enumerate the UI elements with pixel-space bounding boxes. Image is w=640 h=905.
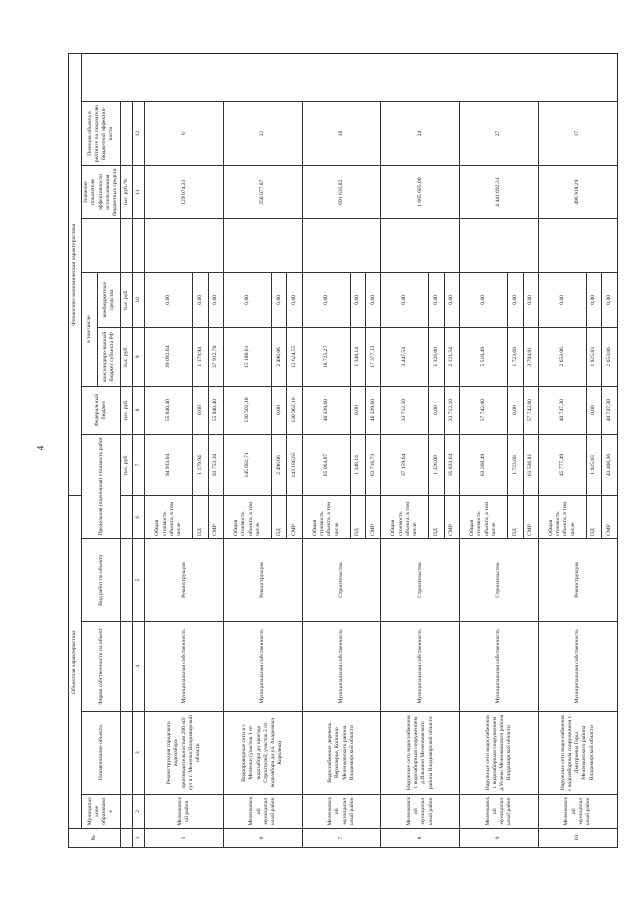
empty-cell xyxy=(460,219,539,272)
sub-label-smr: СМР xyxy=(444,496,459,539)
federal-cell: 40 747,30 xyxy=(538,386,586,434)
rotated-sheet xyxy=(68,53,612,848)
federal-cell: 46 339,60 xyxy=(366,386,381,434)
indicator-cell: 129 074,31 xyxy=(145,166,224,219)
col-index: 7 xyxy=(133,434,145,496)
offbudget-cell: 0,00 xyxy=(538,272,586,327)
header-consolidated: консолидиро-ванный бюджет субъекта РФ xyxy=(97,328,120,387)
municipality-cell: Меленковский муниципальный район xyxy=(538,794,617,828)
header-incl: в том числе xyxy=(82,272,98,386)
offbudget-cell: 0,00 xyxy=(366,272,381,327)
table-row xyxy=(145,54,193,848)
work-type-cell: Строительство xyxy=(460,539,539,622)
indicator-cell: 258 077,87 xyxy=(224,166,303,219)
federal-cell: 0,00 xyxy=(193,386,208,434)
cost-cell: 2 496,06 xyxy=(272,434,287,496)
offbudget-cell: 0,00 xyxy=(224,272,272,327)
consolidated-cell: 3 447,54 xyxy=(381,328,429,387)
consolidated-cell: 17 377,13 xyxy=(366,328,381,387)
rank-cell: 27 xyxy=(460,102,539,166)
rank-cell: 6 xyxy=(145,102,224,166)
sub-label-pd: ПД xyxy=(429,496,444,539)
object-name-cell: Водоснабжение деревень Верхозерье, Копнино Меленковского района Владимирской области xyxy=(302,711,381,794)
group-header-row xyxy=(69,54,82,848)
header-object-group: Объектная характеристика xyxy=(69,496,82,828)
rank-cell: 24 xyxy=(381,102,460,166)
object-name-cell: Реконструкция городского водозабора производительностью 200 м3/сут в г. Меленки Владимирской области xyxy=(145,711,224,794)
work-type-cell: Строительство xyxy=(381,539,460,622)
offbudget-cell: 0,00 xyxy=(350,272,365,327)
consolidated-cell: 37 912,70 xyxy=(208,328,223,387)
header-object-name: Наименование объекта xyxy=(82,711,121,794)
header-finance-group: Финансово-экономическая характеристика xyxy=(69,54,82,496)
cost-cell: 1 925,83 xyxy=(586,434,601,496)
unit-federal: тыс. руб. xyxy=(121,386,133,434)
cost-cell: 61 536,81 xyxy=(523,434,538,496)
sub-label-total: Общая стоимость объекта, в том числе xyxy=(460,496,508,539)
federal-cell: 57 742,00 xyxy=(460,386,508,434)
row-number: 7 xyxy=(302,828,381,847)
column-index-row xyxy=(133,54,145,848)
federal-cell: 40 747,30 xyxy=(602,386,618,434)
offbudget-cell: 0,00 xyxy=(208,272,223,327)
column-header-row xyxy=(82,54,98,848)
work-type-cell: Реконструкция xyxy=(538,539,617,622)
sub-label-total: Общая стоимость объекта, в том числе xyxy=(538,496,586,539)
cost-cell: 63 260,49 xyxy=(460,434,508,496)
offbudget-cell: 0,00 xyxy=(193,272,208,327)
col-index: 9 xyxy=(133,328,145,387)
cost-cell: 65 064,87 xyxy=(302,434,350,496)
col-index: 11 xyxy=(133,166,145,219)
sub-label-total: Общая стоимость объекта, в том числе xyxy=(302,496,350,539)
col-index: 12 xyxy=(133,102,145,166)
municipality-cell: Меленковский муниципальный район xyxy=(381,794,460,828)
federal-cell: 33 712,10 xyxy=(381,386,429,434)
consolidated-cell: 12 624,55 xyxy=(287,328,302,387)
empty-cell xyxy=(538,219,617,272)
federal-cell: 55 840,40 xyxy=(208,386,223,434)
consolidated-cell: 1 925,83 xyxy=(586,328,601,387)
table-row xyxy=(302,54,350,848)
offbudget-cell: 0,00 xyxy=(302,272,350,327)
header-est-cost: Предельная (оценочная) стоимость работ xyxy=(82,434,121,538)
col-index: 6 xyxy=(133,496,145,539)
cost-cell: 93 753,10 xyxy=(208,434,223,496)
investment-objects-table xyxy=(68,53,618,848)
ownership-cell: Муниципальная собственность xyxy=(224,622,303,712)
header-indicator: Значение показателя эффективности использования бюджетных средств xyxy=(82,166,121,219)
unit-indicator: тыс. руб./% xyxy=(121,166,133,219)
row-number: 5 xyxy=(145,828,224,847)
units-row xyxy=(121,54,133,848)
consolidated-cell: 18 725,27 xyxy=(302,328,350,387)
consolidated-cell: 39 092,64 xyxy=(145,328,193,387)
federal-cell: 0,00 xyxy=(272,386,287,434)
consolidated-cell: 1 179,94 xyxy=(193,328,208,387)
sub-label-total: Общая стоимость объекта, в том числе xyxy=(381,496,429,539)
federal-cell: 0,00 xyxy=(429,386,444,434)
header-federal: Федеральный бюджет xyxy=(82,386,121,434)
consolidated-cell: 2 653,06 xyxy=(602,328,618,387)
cost-cell: 1 326,00 xyxy=(429,434,444,496)
municipality-cell: Меленковский муниципальный район xyxy=(460,794,539,828)
unit-offbudget: тыс. руб. xyxy=(121,272,133,327)
offbudget-cell: 0,00 xyxy=(460,272,508,327)
federal-cell: 130 962,10 xyxy=(287,386,302,434)
cost-cell: 94 933,04 xyxy=(145,434,193,496)
work-type-cell: Реконструкция xyxy=(145,539,224,622)
federal-cell: 0,00 xyxy=(350,386,365,434)
col-index: 10 xyxy=(133,272,145,327)
consolidated-cell: 5 518,49 xyxy=(460,328,508,387)
table-row xyxy=(460,54,508,848)
col-index: 2 xyxy=(133,794,145,828)
ownership-cell: Муниципальная собственность xyxy=(302,622,381,712)
table-row xyxy=(381,54,429,848)
ownership-cell: Муниципальная собственность xyxy=(145,622,224,712)
cost-cell: 145 682,71 xyxy=(224,434,272,496)
federal-cell: 55 840,40 xyxy=(145,386,193,434)
municipality-cell: Меленковский муниципальный район xyxy=(224,794,303,828)
indicator-cell: 691 635,82 xyxy=(302,166,381,219)
header-offbudget: внебюджетные средства xyxy=(97,272,120,327)
consolidated-cell: 1 348,14 xyxy=(350,328,365,387)
consolidated-cell: 2 496,06 xyxy=(272,328,287,387)
work-type-cell: Строительство xyxy=(302,539,381,622)
sub-label-smr: СМР xyxy=(287,496,302,539)
empty-cell xyxy=(381,219,460,272)
offbudget-cell: 0,00 xyxy=(586,272,601,327)
object-name-cell: Водопроводные сети в г. Меленки (участок 1 от водозабора до проезда Строителей; участок 2 от водозабора до ул. Академика Королева) xyxy=(224,711,303,794)
offbudget-cell: 0,00 xyxy=(444,272,459,327)
row-number: 8 xyxy=(381,828,460,847)
sub-label-smr: СМР xyxy=(208,496,223,539)
offbudget-cell: 0,00 xyxy=(272,272,287,327)
offbudget-cell: 0,00 xyxy=(381,272,429,327)
object-name-cell: Наружные сети водоснабжения с водозаборным сооружением с. Дмитриевы Горы Меленковского района Владимирской области xyxy=(538,711,617,794)
cost-cell: 143 186,65 xyxy=(287,434,302,496)
sub-label-total: Общая стоимость объекта, в том числе xyxy=(224,496,272,539)
cost-cell: 35 833,64 xyxy=(444,434,459,496)
object-name-cell: Наружные сети водоснабжения с водозаборным сооружением д.Усаево Меленковского района Владимирской области xyxy=(460,711,539,794)
header-ownership: Форма собственности на объект xyxy=(82,622,121,712)
offbudget-cell: 0,00 xyxy=(429,272,444,327)
sub-label-smr: СМР xyxy=(366,496,381,539)
ownership-cell: Муниципальная собственность xyxy=(460,622,539,712)
cost-cell: 37 159,64 xyxy=(381,434,429,496)
sub-label-pd: ПД xyxy=(586,496,601,539)
col-index: 3 xyxy=(133,711,145,794)
consolidated-cell: 2 121,54 xyxy=(444,328,459,387)
offbudget-cell: 0,00 xyxy=(287,272,302,327)
header-rank: Позиция объекта в рейтинге по показателю бюджетной эффектив-ности xyxy=(82,102,121,166)
cost-cell: 1 723,68 xyxy=(508,434,523,496)
consolidated-cell: 1 723,68 xyxy=(508,328,523,387)
consolidated-cell: 1 326,00 xyxy=(429,328,444,387)
municipality-cell: Меленковский район xyxy=(145,794,224,828)
row-number: 6 xyxy=(224,828,303,847)
col-index: 4 xyxy=(133,622,145,712)
sub-label-pd: ПД xyxy=(350,496,365,539)
page-number: 4 xyxy=(35,445,46,451)
col-index: 5 xyxy=(133,539,145,622)
offbudget-cell: 0,00 xyxy=(508,272,523,327)
rank-cell: 18 xyxy=(302,102,381,166)
sub-label-pd: ПД xyxy=(193,496,208,539)
object-name-cell: Наружные сети водоснабжения с водозаборным сооружением д.Илькино Меленковского района Владимирской области xyxy=(381,711,460,794)
cost-cell: 45 777,49 xyxy=(538,434,586,496)
unit-cost: тыс. руб. xyxy=(121,434,133,496)
cost-cell: 1 179,94 xyxy=(193,434,208,496)
consolidated-cell: 15 180,61 xyxy=(224,328,272,387)
table-row xyxy=(224,54,272,848)
indicator-cell: 4 441 692,31 xyxy=(460,166,539,219)
indicator-cell: 496 918,29 xyxy=(538,166,617,219)
col-index: 8 xyxy=(133,386,145,434)
row-number: 10 xyxy=(538,828,617,847)
empty-cell xyxy=(224,219,303,272)
sub-label-smr: СМР xyxy=(523,496,538,539)
federal-cell: 57 742,00 xyxy=(523,386,538,434)
ownership-cell: Муниципальная собственность xyxy=(538,622,617,712)
empty-cell xyxy=(302,219,381,272)
cost-cell: 43 400,36 xyxy=(602,434,618,496)
sub-label-smr: СМР xyxy=(602,496,618,539)
cost-cell: 1 348,14 xyxy=(350,434,365,496)
table-row xyxy=(538,54,586,848)
sub-label-total: Общая стоимость объекта, в том числе xyxy=(145,496,193,539)
offbudget-cell: 0,00 xyxy=(145,272,193,327)
unit-consolidated: тыс. руб. xyxy=(121,328,133,387)
header-no: № xyxy=(69,828,121,847)
col-index: 1 xyxy=(133,828,145,847)
federal-cell: 0,00 xyxy=(586,386,601,434)
ownership-cell: Муниципальная собственность xyxy=(381,622,460,712)
consolidated-cell: 3 794,81 xyxy=(523,328,538,387)
header-empty xyxy=(82,219,121,272)
row-number: 9 xyxy=(460,828,539,847)
federal-cell: 33 712,10 xyxy=(444,386,459,434)
federal-cell: 46 339,60 xyxy=(302,386,350,434)
federal-cell: 0,00 xyxy=(508,386,523,434)
rank-cell: 12 xyxy=(224,102,303,166)
header-municipality: Муниципальное образование xyxy=(82,794,121,828)
indicator-cell: 1 685 605,00 xyxy=(381,166,460,219)
federal-cell: 130 502,10 xyxy=(224,386,272,434)
cost-cell: 63 716,73 xyxy=(366,434,381,496)
sub-label-pd: ПД xyxy=(508,496,523,539)
offbudget-cell: 0,00 xyxy=(523,272,538,327)
municipality-cell: Меленковский муниципальный район xyxy=(302,794,381,828)
header-work-type: Вид работ по объекту xyxy=(82,539,121,622)
rank-cell: 17 xyxy=(538,102,617,166)
work-type-cell: Реконструкция xyxy=(224,539,303,622)
consolidated-cell: 2 653,06 xyxy=(538,328,586,387)
sub-label-pd: ПД xyxy=(272,496,287,539)
offbudget-cell: 0,00 xyxy=(602,272,618,327)
empty-cell xyxy=(145,219,224,272)
